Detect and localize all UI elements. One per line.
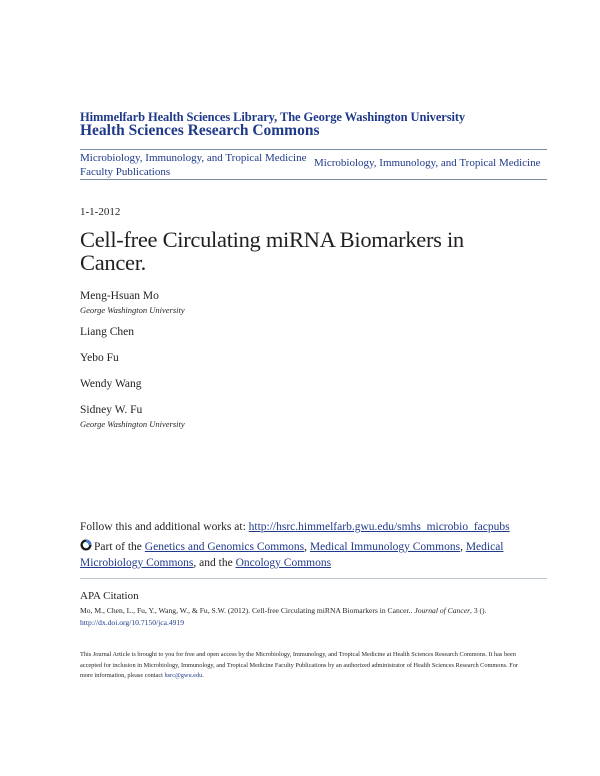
separator: , xyxy=(304,541,310,553)
follow-line xyxy=(80,521,510,533)
citation-divider xyxy=(80,578,547,579)
genetics-genomics-commons-link[interactable]: Genetics and Genomics Commons xyxy=(144,541,305,553)
medical-microbiology-commons-link[interactable]: Medical Microbiology Commons xyxy=(80,541,504,569)
notice-text: This Journal Article is brought to you for free and open access by the Microbiology, Immunology, and Tropical Medicine at Health Sciences Research Commons. It has been accepted for inclusion in Microbiology, Immunology, and Tropical Medicine Faculty Publications by an authorized administrator of Health Sciences Research Commons. For more information, please contact xyxy=(80,651,518,680)
separator: , and the xyxy=(193,556,236,569)
doi-link[interactable]: http://dx.doi.org/10.7150/jca.4919 xyxy=(80,618,185,627)
citation-text xyxy=(80,605,550,629)
part-of-line xyxy=(80,539,510,571)
article-title: Cell-free Circulating miRNA Biomarkers in Cancer. xyxy=(80,227,464,275)
citation-heading: APA Citation xyxy=(80,590,139,602)
series-link[interactable]: Microbiology, Immunology, and Tropical Medicine Faculty Publications xyxy=(80,152,307,178)
repository-name[interactable]: Health Sciences Research Commons xyxy=(80,122,320,139)
journal-name: Journal of Cancer xyxy=(414,606,471,615)
citation-body: Mo, M., Chen, L., Fu, Y., Wang, W., & Fu, S.W. (2012). Cell-free Circulating miRNA Biomarkers in Cancer.. xyxy=(80,606,415,615)
library-name: Himmelfarb Health Sciences Library, The George Washington University xyxy=(80,110,466,124)
access-notice xyxy=(80,650,525,682)
publication-date: 1-1-2012 xyxy=(80,206,121,218)
author-affiliation: George Washington University xyxy=(80,305,185,315)
author-name: Wendy Wang xyxy=(80,378,142,390)
author-name: Meng-Hsuan Mo xyxy=(80,290,159,302)
contact-email-link[interactable]: hsrc@gwu.edu xyxy=(164,672,203,680)
bepress-network-icon xyxy=(80,539,92,551)
author-affiliation: George Washington University xyxy=(80,419,185,429)
bottom-divider xyxy=(80,179,547,180)
notice-end: . xyxy=(202,672,204,680)
oncology-commons-link[interactable]: Oncology Commons xyxy=(235,556,332,569)
separator: , xyxy=(460,541,466,553)
follow-prefix: Follow this and additional works at: xyxy=(80,521,249,533)
top-divider xyxy=(80,149,547,150)
department-link[interactable]: Microbiology, Immunology, and Tropical Medicine xyxy=(314,157,541,169)
part-of-prefix: Part of the xyxy=(94,541,145,553)
author-name: Yebo Fu xyxy=(80,352,119,364)
author-name: Liang Chen xyxy=(80,326,134,338)
author-name: Sidney W. Fu xyxy=(80,404,143,416)
citation-tail: , 3 (). xyxy=(470,606,487,615)
medical-immunology-commons-link[interactable]: Medical Immunology Commons xyxy=(309,541,461,553)
follow-url-link[interactable]: http://hsrc.himmelfarb.gwu.edu/smhs_microbio_facpubs xyxy=(248,521,510,533)
